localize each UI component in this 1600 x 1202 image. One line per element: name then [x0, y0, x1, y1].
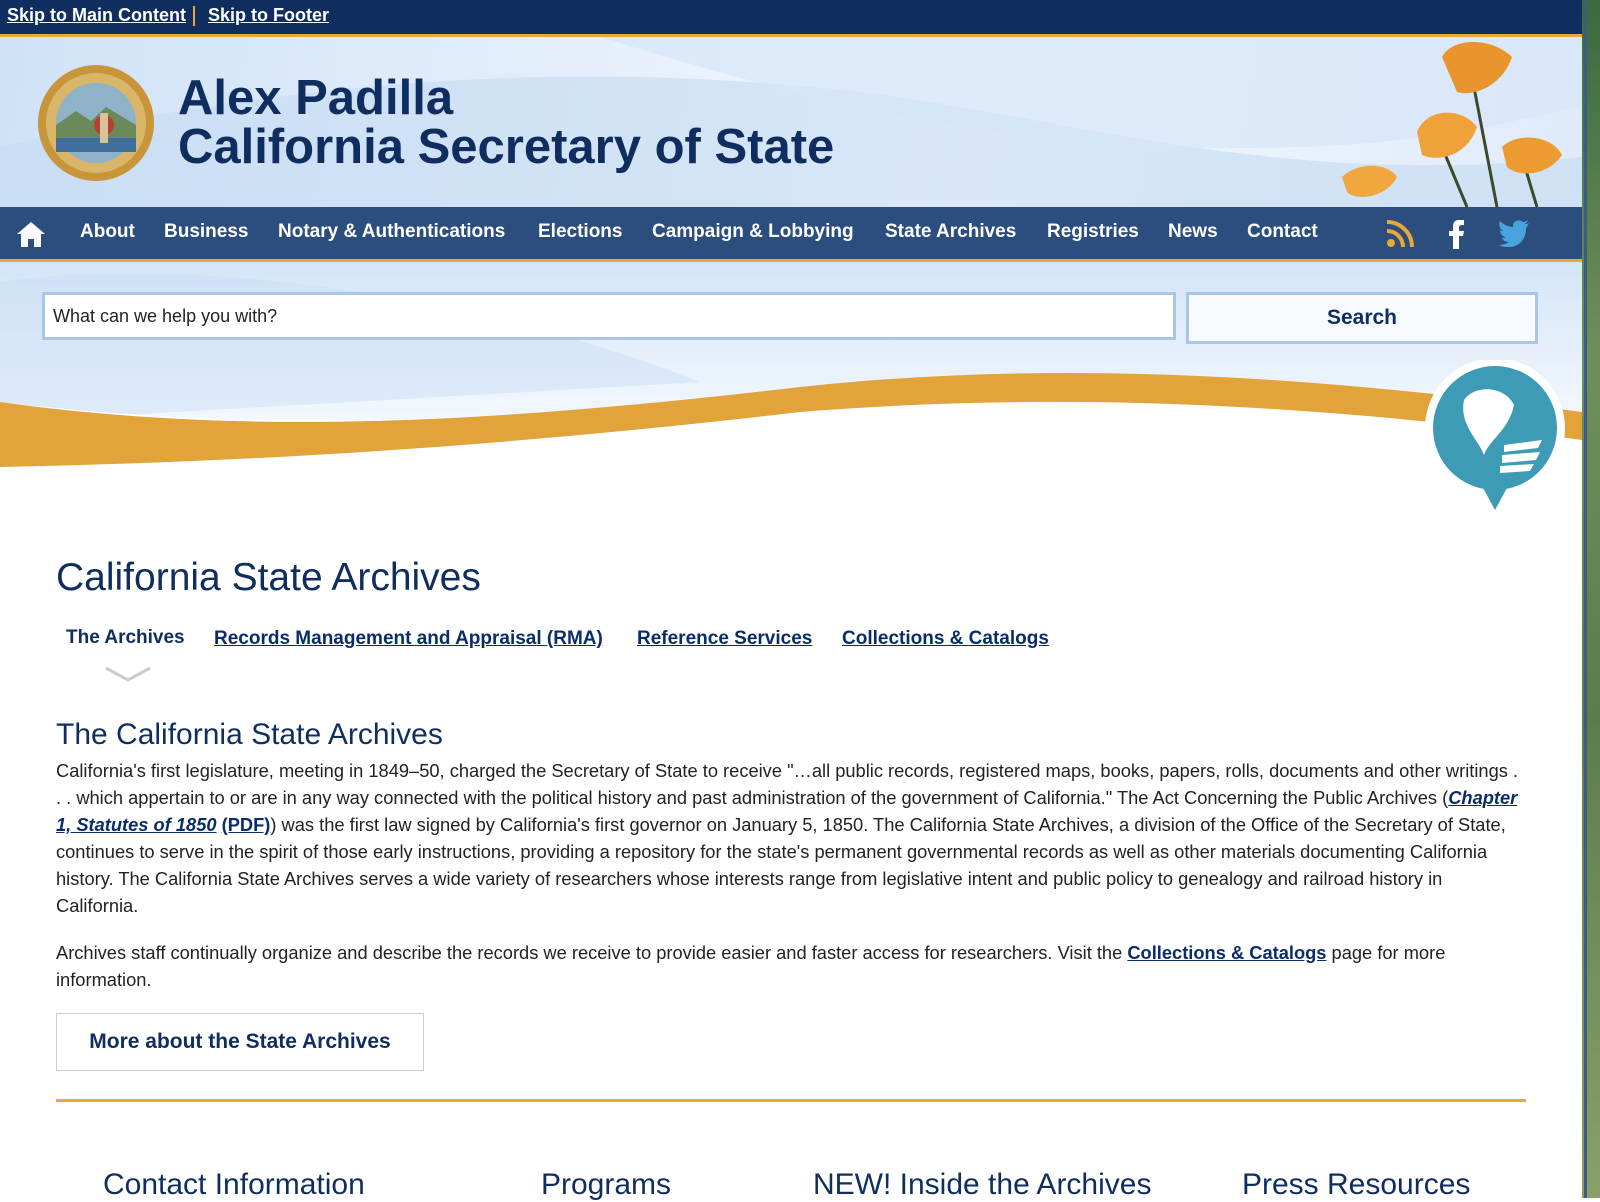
skip-bar: [0, 0, 1582, 37]
collections-catalogs-link[interactable]: Collections & Catalogs: [1127, 942, 1327, 963]
more-about-archives-button[interactable]: More about the State Archives: [56, 1013, 424, 1071]
skip-to-main-link[interactable]: Skip to Main Content: [7, 5, 186, 25]
nav-item-registries[interactable]: Registries: [1047, 221, 1139, 242]
window-edge: [1582, 0, 1600, 1198]
footer-heading-press: Press Resources: [1242, 1168, 1471, 1201]
nav-item-about[interactable]: About: [80, 221, 135, 242]
california-seal-icon: [36, 63, 156, 183]
nav-item-state-archives[interactable]: State Archives: [885, 221, 1017, 242]
tab-the-archives[interactable]: The Archives: [66, 627, 185, 648]
tab-reference-services[interactable]: Reference Services: [637, 628, 813, 649]
footer-heading-contact: Contact Information: [103, 1168, 365, 1201]
pdf-link[interactable]: (PDF): [221, 814, 271, 835]
nav-item-business[interactable]: Business: [164, 221, 249, 242]
paragraph-2-text-b: page for more information.: [56, 942, 1446, 990]
section-paragraph-2: [56, 939, 1526, 993]
footer-heading-programs: Programs: [541, 1168, 672, 1201]
nav-item-campaign-lobbying[interactable]: Campaign & Lobbying: [652, 221, 854, 242]
nav-item-news[interactable]: News: [1168, 221, 1218, 242]
skip-separator: [193, 6, 195, 26]
poppies-icon: [1322, 37, 1582, 207]
active-tab-caret-icon: [104, 664, 152, 684]
nav-item-contact[interactable]: Contact: [1247, 221, 1318, 242]
tab-rma[interactable]: Records Management and Appraisal (RMA): [214, 628, 603, 649]
tab-collections-catalogs[interactable]: Collections & Catalogs: [842, 628, 1049, 649]
paragraph-1-text-b: ) was the first law signed by California's first governor on January 5, 1850. The California State Archives, a division of the Office of the Secretary of State, continues to serve in the spirit of those early instructions, providing a repository for the state's permanent governmental records as well as other materials documenting California history. The California State Archives serves a wide variety of researchers whose interests range from legislative intent and public policy to genealogy and railroad history in California.: [56, 814, 1506, 916]
search-input[interactable]: [42, 292, 1176, 340]
header-office: California Secretary of State: [178, 120, 835, 174]
page-title: California State Archives: [56, 556, 481, 599]
site-header: [0, 37, 1582, 207]
paragraph-1-text-a: California's first legislature, meeting in 1849–50, charged the Secretary of State to receive "…all public records, registered maps, books, papers, rolls, documents and other writings . . . which appertain to or are in any way connected with the political history and past administration of the government of California." The Act Concerning the Public Archives (: [56, 760, 1519, 808]
main-nav: [0, 207, 1582, 262]
content-divider: [56, 1099, 1526, 1102]
header-name: Alex Padilla: [178, 71, 454, 125]
search-button[interactable]: Search: [1186, 292, 1538, 344]
skip-to-footer-link[interactable]: Skip to Footer: [208, 5, 329, 25]
chapter-1-statutes-link[interactable]: Chapter 1, Statutes of 1850: [56, 787, 1518, 835]
nav-item-elections[interactable]: Elections: [538, 221, 623, 242]
section-title: The California State Archives: [56, 718, 443, 751]
section-paragraph-1: [56, 757, 1526, 919]
footer-heading-inside-archives: NEW! Inside the Archives: [813, 1168, 1152, 1201]
twitter-icon[interactable]: [1498, 219, 1530, 247]
home-icon[interactable]: [16, 220, 46, 248]
rss-icon[interactable]: [1385, 219, 1415, 249]
facebook-icon[interactable]: [1446, 219, 1466, 249]
chat-poppy-icon[interactable]: [1424, 360, 1566, 516]
paragraph-2-text-a: Archives staff continually organize and describe the records we receive to provide easier and faster access for researchers. Visit the: [56, 942, 1128, 963]
nav-item-notary[interactable]: Notary & Authentications: [278, 221, 506, 242]
